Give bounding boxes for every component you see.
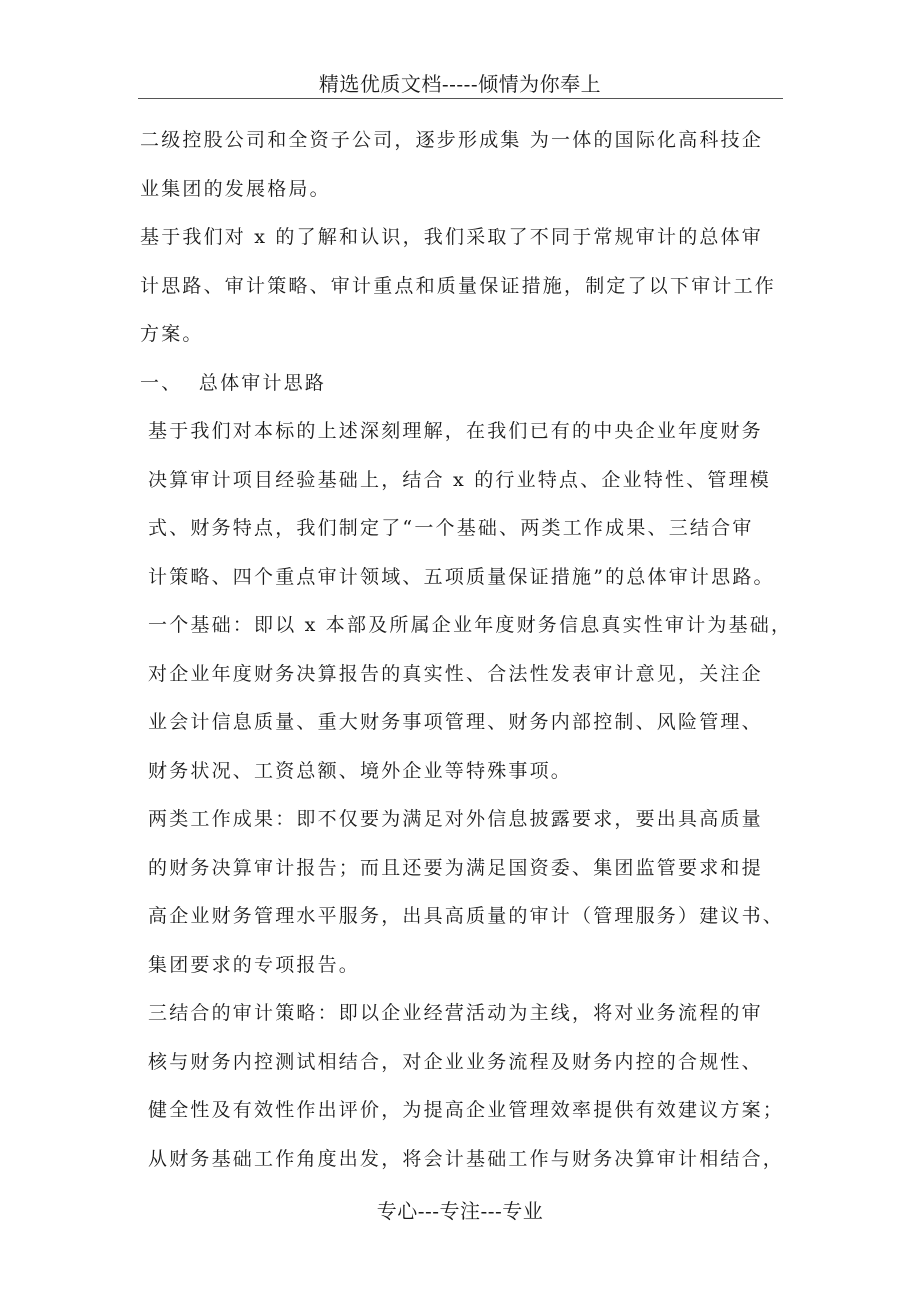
header-divider: [138, 98, 783, 99]
text-line: 业会计信息质量、重大财务事项管理、财务内部控制、风险管理、: [148, 711, 763, 733]
page-header: 精选优质文档-----倾情为你奉上: [318, 72, 602, 96]
page-footer: 专心---专注---专业: [376, 1199, 544, 1223]
text-line: 高企业财务管理水平服务，出具高质量的审计（管理服务）建议书、: [148, 905, 785, 927]
text-line: 集团要求的专项报告。: [148, 953, 361, 976]
text-line: 一个基础：即以 x 本部及所属企业年度财务信息真实性审计为基础，: [148, 614, 793, 636]
section-heading: 一、 总体审计思路: [140, 371, 327, 394]
text-line: 三结合的审计策略：即以企业经营活动为主线，将对业务流程的审: [148, 1002, 763, 1024]
text-line: 健全性及有效性作出评价，为提高企业管理效率提供有效建议方案；: [148, 1099, 785, 1121]
document-body: [140, 116, 793, 1183]
text-line: 对企业年度财务决算报告的真实性、合法性发表审计意见，关注企: [148, 662, 763, 685]
text-line: 式、财务特点，我们制定了“一个基础、两类工作成果、三结合审: [148, 517, 754, 539]
text-line: 计思路、审计策略、审计重点和质量保证措施，制定了以下审计工作: [140, 274, 777, 297]
text-line: 方案。: [140, 323, 204, 345]
text-line: 计策略、四个重点审计领域、五项质量保证措施”的总体审计思路。: [148, 565, 775, 588]
text-line: 业集团的发展格局。: [140, 177, 331, 200]
text-line: 二级控股公司和全资子公司，逐步形成集 为一体的国际化高科技企: [140, 129, 764, 151]
text-line: 的财务决算审计报告；而且还要为满足国资委、集团监管要求和提: [148, 856, 763, 879]
text-line: 基于我们对 x 的了解和认识，我们采取了不同于常规审计的总体审: [140, 226, 763, 248]
text-line: 基于我们对本标的上述深刻理解，在我们已有的中央企业年度财务: [148, 420, 763, 442]
text-line: 财务状况、工资总额、境外企业等特殊事项。: [148, 759, 573, 782]
text-line: 从财务基础工作角度出发，将会计基础工作与财务决算审计相结合，: [148, 1147, 785, 1170]
text-line: 决算审计项目经验基础上，结合 x 的行业特点、企业特性、管理模: [148, 468, 771, 491]
text-line: 两类工作成果：即不仅要为满足对外信息披露要求，要出具高质量: [148, 808, 763, 830]
text-line: 核与财务内控测试相结合，对企业业务流程及财务内控的合规性、: [148, 1050, 763, 1073]
